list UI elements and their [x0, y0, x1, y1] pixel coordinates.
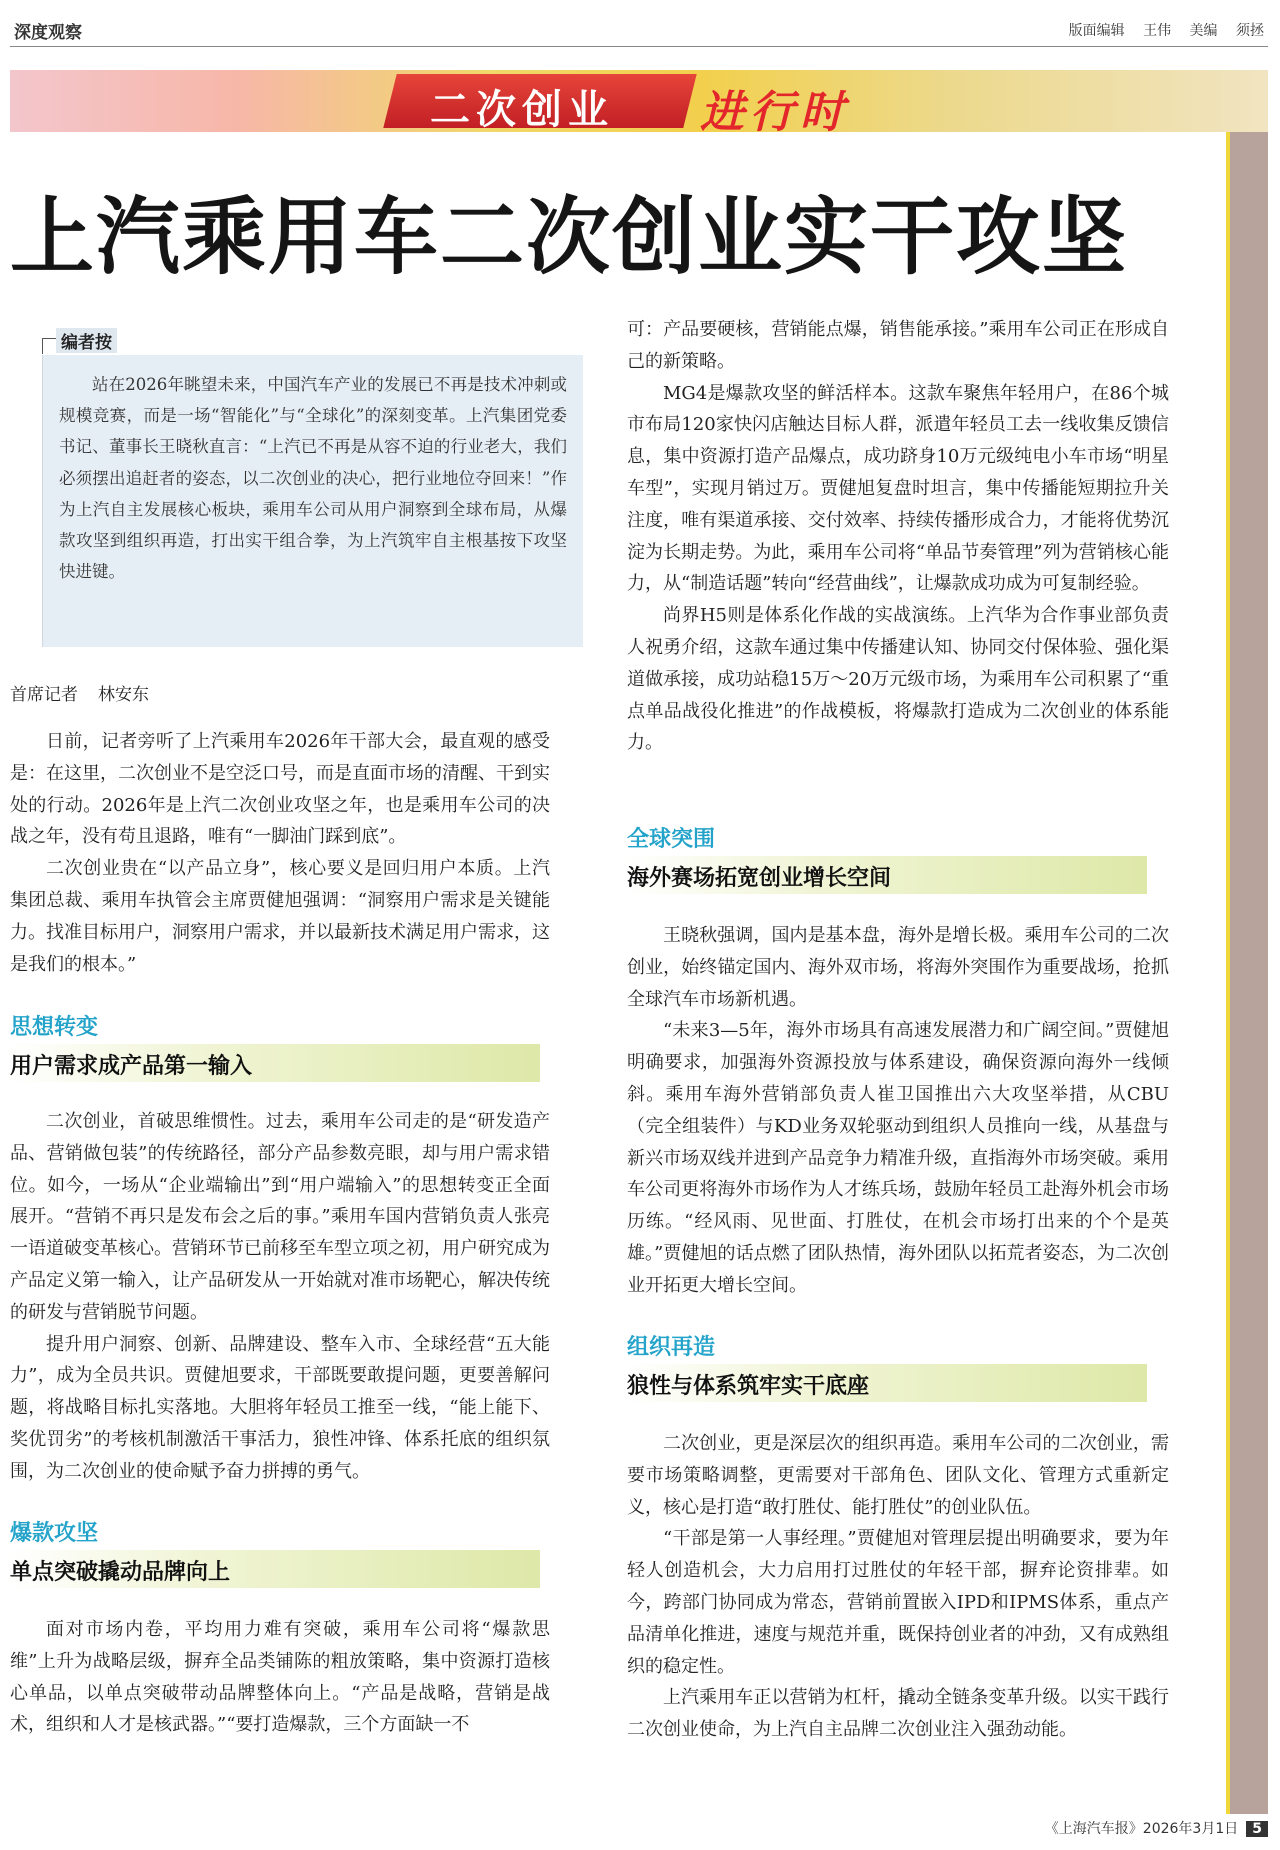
section-kicker-mindset: 思想转变 [10, 1015, 99, 1040]
editor-credits [1055, 20, 1264, 40]
designer-label: 美编 [1189, 23, 1218, 39]
header-divider [10, 46, 1268, 47]
side-accent-bar [1230, 132, 1268, 1814]
section-kicker-hit-product: 爆款攻坚 [10, 1521, 99, 1546]
paragraph: 二次创业贵在“以产品立身”，核心要义是回归用户本质。上汽集团总裁、乘用车执管会主席贾健旭强调：“洞察用户需求是关键能力。找准目标用户，洞察用户需求，并以最新技术满足用户需求，这是我们的根本。” [10, 858, 550, 975]
page-header [10, 10, 1268, 54]
paragraph: 日前，记者旁听了上汽乘用车2026年干部大会，最直观的感受是：在这里，二次创业不是空泛口号，而是直面市场的清醒、干到实处的行动。2026年是上汽二次创业攻坚之年，也是乘用车公司的决战之年，没有苟且退路，唯有“一脚油门踩到底”。 [10, 731, 550, 848]
section-kicker-organization: 组织再造 [627, 1335, 716, 1360]
section-name: 深度观察 [14, 23, 82, 43]
page-title: 上汽乘用车二次创业实干攻坚 [10, 188, 1129, 286]
paragraph: “未来3—5年，海外市场具有高速发展潜力和广阔空间。”贾健旭明确要求，加强海外资源投放与体系建设，确保资源向海外一线倾斜。乘用车海外营销部负责人崔卫国推出六大攻坚举措，从CBU（完全组装件）与KD业务双轮驱动到组织人员推向一线，从基盘与新兴市场双线并进到产品竞争力精准升级，直指海外市场突破。乘用车公司更将海外市场作为人才练兵场，鼓励年轻员工赴海外机会市场历练。“经风雨、见世面、打胜仗，在机会市场打出来的个个是英雄。”贾健旭的话点燃了团队热情，海外团队以拓荒者姿态，为二次创业开拓更大增长空间。 [627, 1020, 1169, 1296]
page-footer [1045, 1818, 1268, 1838]
banner-title-part1: 二次创业 [430, 87, 614, 133]
editor-name: 王伟 [1143, 23, 1172, 39]
left-section-1-body [10, 1106, 550, 1488]
byline-name: 林安东 [98, 685, 149, 705]
designer-name: 须拯 [1236, 23, 1264, 39]
right-section-4-body [627, 1428, 1169, 1746]
section-title-global: 海外赛场拓宽创业增长空间 [627, 866, 892, 891]
editor-note-box [42, 355, 583, 647]
note-tag-rule-vertical [42, 338, 43, 354]
banner-title-part2: 进行时 [700, 87, 850, 138]
paragraph: 上汽乘用车正以营销为杠杆，撬动全链条变革升级。以实干践行二次创业使命，为上汽自主品牌二次创业注入强劲动能。 [627, 1687, 1169, 1741]
paragraph: 王晓秋强调，国内是基本盘，海外是增长极。乘用车公司的二次创业，始终锚定国内、海外双市场，将海外突围作为重要战场，抢抓全球汽车市场新机遇。 [627, 925, 1169, 1010]
section-title-hit-product: 单点突破撬动品牌向上 [10, 1560, 231, 1585]
paragraph: “干部是第一人事经理。”贾健旭对管理层提出明确要求，要为年轻人创造机会，大力启用打过胜仗的年轻干部，摒弃论资排辈。如今，跨部门协同成为常态，营销前置嵌入IPD和IPMS体系，重点产品清单化推进，速度与规范并重，既保持创业者的冲劲，又有成熟组织的稳定性。 [627, 1528, 1169, 1677]
editor-label: 版面编辑 [1068, 23, 1125, 39]
editor-note-tag: 编者按 [56, 328, 117, 353]
paragraph: 面对市场内卷，平均用力难有突破，乘用车公司将“爆款思维”上升为战略层级，摒弃全品类铺陈的粗放策略，集中资源打造核心单品，以单点突破带动品牌整体向上。“产品是战略，营销是战术，组织和人才是核武器。”“要打造爆款，三个方面缺一不 [10, 1619, 550, 1736]
paragraph: MG4是爆款攻坚的鲜活样本。这款车聚焦年轻用户，在86个城市布局120家快闪店触达目标人群，派遣年轻员工去一线收集反馈信息，集中资源打造产品爆点，成功跻身10万元级纯电小车市场“明星车型”，实现月销过万。贾健旭复盘时坦言，集中传播能短期拉升关注度，唯有渠道承接、交付效率、持续传播形成合力，才能将优势沉淀为长期走势。为此，乘用车公司将“单品节奏管理”列为营销核心能力，从“制造话题”转向“经营曲线”，让爆款成功成为可复制经验。 [627, 382, 1169, 595]
editor-note-text: 站在2026年眺望未来，中国汽车产业的发展已不再是技术冲刺或规模竞赛，而是一场“智能化”与“全球化”的深刻变革。上汽集团党委书记、董事长王晓秋直言：“上汽已不再是从容不迫的行业老大，我们必须摆出追赶者的姿态，以二次创业的决心，把行业地位夺回来！”作为上汽自主发展核心板块，乘用车公司从用户洞察到全球布局，从爆款攻坚到组织再造，打出实干组合拳，为上汽筑牢自主根基按下攻坚快进键。 [59, 375, 567, 582]
column-banner [10, 70, 1268, 138]
paragraph: 可：产品要硬核，营销能点爆，销售能承接。”乘用车公司正在形成自己的新策略。 [627, 319, 1169, 372]
byline-role: 首席记者 [10, 685, 78, 705]
right-continuation [627, 314, 1169, 759]
section-title-mindset: 用户需求成产品第一输入 [10, 1054, 253, 1079]
paragraph: 二次创业，首破思维惯性。过去，乘用车公司走的是“研发造产品、营销做包装”的传统路径，部分产品参数亮眼，却与用户需求错位。如今，一场从“企业端输出”到“用户端输入”的思想转变正全面展开。“营销不再只是发布会之后的事。”乘用车国内营销负责人张亮一语道破变革核心。营销环节已前移至车型立项之初，用户研究成为产品定义第一输入，让产品研发从一开始就对准市场靶心，解决传统的研发与营销脱节问题。 [10, 1111, 550, 1323]
page-number: 5 [1246, 1821, 1268, 1837]
left-intro [10, 726, 550, 980]
byline [10, 680, 169, 705]
right-section-3-body [627, 920, 1169, 1302]
paragraph: 尚界H5则是体系化作战的实战演练。上汽华为合作事业部负责人祝勇介绍，这款车通过集中传播建认知、协同交付保体验、强化渠道做承接，成功站稳15万～20万元级市场，为乘用车公司积累了“重点单品战役化推进”的作战模板，将爆款打造成为二次创业的体系能力。 [627, 605, 1169, 754]
left-section-2-body [10, 1614, 550, 1741]
section-kicker-global: 全球突围 [627, 827, 716, 852]
paragraph: 提升用户洞察、创新、品牌建设、整车入市、全球经营“五大能力”，成为全员共识。贾健旭要求，干部既要敢提问题，更要善解问题，将战略目标扎实落地。大胆将年轻员工推至一线，“能上能下、奖优罚劣”的考核机制激活干事活力，狼性冲锋、体系托底的组织氛围，为二次创业的使命赋予奋力拼搏的勇气。 [10, 1333, 550, 1482]
footer-paper-date: 《上海汽车报》2026年3月1日 [1044, 1821, 1239, 1837]
paragraph: 二次创业，更是深层次的组织再造。乘用车公司的二次创业，需要市场策略调整，更需要对干部角色、团队文化、管理方式重新定义，核心是打造“敢打胜仗、能打胜仗”的创业队伍。 [627, 1433, 1169, 1518]
section-title-organization: 狼性与体系筑牢实干底座 [627, 1374, 870, 1399]
